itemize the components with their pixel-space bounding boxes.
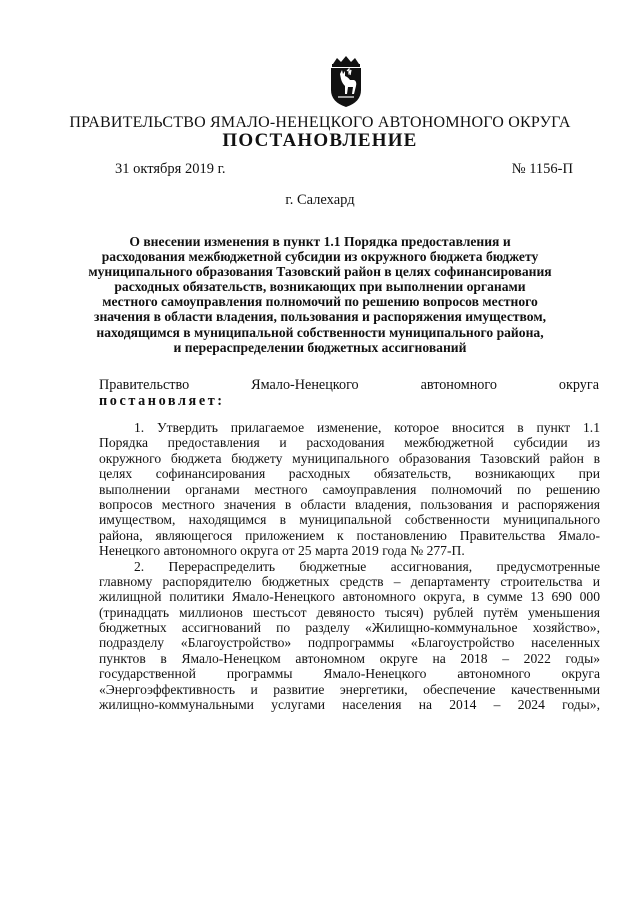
preamble-word: Правительство xyxy=(99,377,190,393)
paragraph-1-line: района, являющегося приложением к постановлению Правительства Ямало- xyxy=(99,527,600,543)
paragraph-1-line: выполнении органами местного самоуправления полномочий по решению xyxy=(99,481,600,497)
title-line: муниципального образования Тазовский район в целях софинансирования xyxy=(88,264,552,280)
document-city: г. Салехард xyxy=(285,192,355,208)
paragraph-2-line: пунктов в Ямало-Ненецком автономном округе на 2018 – 2022 годы» xyxy=(99,650,600,666)
preamble-word: Ямало-Ненецкого xyxy=(251,377,359,393)
paragraph-2-line: 2. Перераспределить бюджетные ассигнования, предусмотренные xyxy=(134,558,600,574)
paragraph-1-line: окружного бюджета бюджету муниципального образования Тазовский район в xyxy=(99,450,600,466)
preamble-line xyxy=(99,377,599,393)
preamble-word: автономного xyxy=(420,377,497,393)
document-body xyxy=(99,420,600,712)
title-line: значения в области владения, пользования и распоряжения имуществом, xyxy=(93,309,546,325)
resolution-verb: постановляет: xyxy=(99,393,225,409)
paragraph-2-line: (тринадцать миллионов шестьсот девяносто тысяч) рублей путём уменьшения xyxy=(99,604,600,620)
organization-name: ПРАВИТЕЛЬСТВО ЯМАЛО-НЕНЕЦКОГО АВТОНОМНОГО ОКРУГА xyxy=(69,114,571,131)
paragraph-1-line: имуществом, находящимся в муниципальной собственности муниципального xyxy=(99,512,600,528)
paragraph-2-line: жилищно-коммунальными услугами населения на 2014 – 2024 годы», xyxy=(99,697,600,713)
paragraph-2-line: бюджетных ассигнований по разделу «Жилищно-коммунальное хозяйство», xyxy=(99,620,600,636)
paragraph-2-line: подразделу «Благоустройство» подпрограммы «Благоустройство населенных xyxy=(99,635,600,651)
document-title xyxy=(88,234,552,355)
paragraph-2-line: государственной программы Ямало-Ненецкого автономного округа xyxy=(99,666,600,682)
title-line: расходования межбюджетной субсидии из окружного бюджета бюджету xyxy=(101,249,539,265)
title-line: расходных обязательств, возникающих при выполнении органами xyxy=(114,279,526,295)
title-line: и перераспределении бюджетных ассигнований xyxy=(173,339,467,355)
paragraph-2-line: «Энергоэффективность и развитие энергетики, обеспечение качественными xyxy=(99,681,600,697)
title-line: находящимся в муниципальной собственности муниципального района, xyxy=(96,324,544,340)
paragraph-1-line: целях софинансирования расходных обязательств, возникающих при xyxy=(99,466,600,482)
title-line: местного самоуправления полномочий по решению вопросов местного xyxy=(102,294,538,310)
preamble xyxy=(99,377,599,409)
document-number: № 1156-П xyxy=(511,161,573,177)
paragraph-1-line: вопросов местного значения в области владения, пользования и распоряжения xyxy=(99,496,600,512)
paragraph-2-line: жилищной политики Ямало-Ненецкого автономного округа, в сумме 13 690 000 xyxy=(99,589,600,605)
preamble-word: округа xyxy=(558,377,599,393)
paragraph-1-line: Ненецкого автономного округа от 25 марта 2019 года № 277-П. xyxy=(99,543,465,559)
paragraph-1-line: 1. Утвердить прилагаемое изменение, которое вносится в пункт 1.1 xyxy=(134,420,600,435)
paragraph-1-line: Порядка предоставления и расходования межбюджетной субсидии из xyxy=(99,435,600,451)
paragraph-2-line: главному распорядителю бюджетных средств – департаменту строительства и xyxy=(99,573,600,589)
document-date: 31 октября 2019 г. xyxy=(115,161,226,177)
title-line: О внесении изменения в пункт 1.1 Порядка предоставления и xyxy=(129,234,511,249)
coat-of-arms-icon xyxy=(326,56,366,108)
document-type: ПОСТАНОВЛЕНИЕ xyxy=(222,130,418,151)
